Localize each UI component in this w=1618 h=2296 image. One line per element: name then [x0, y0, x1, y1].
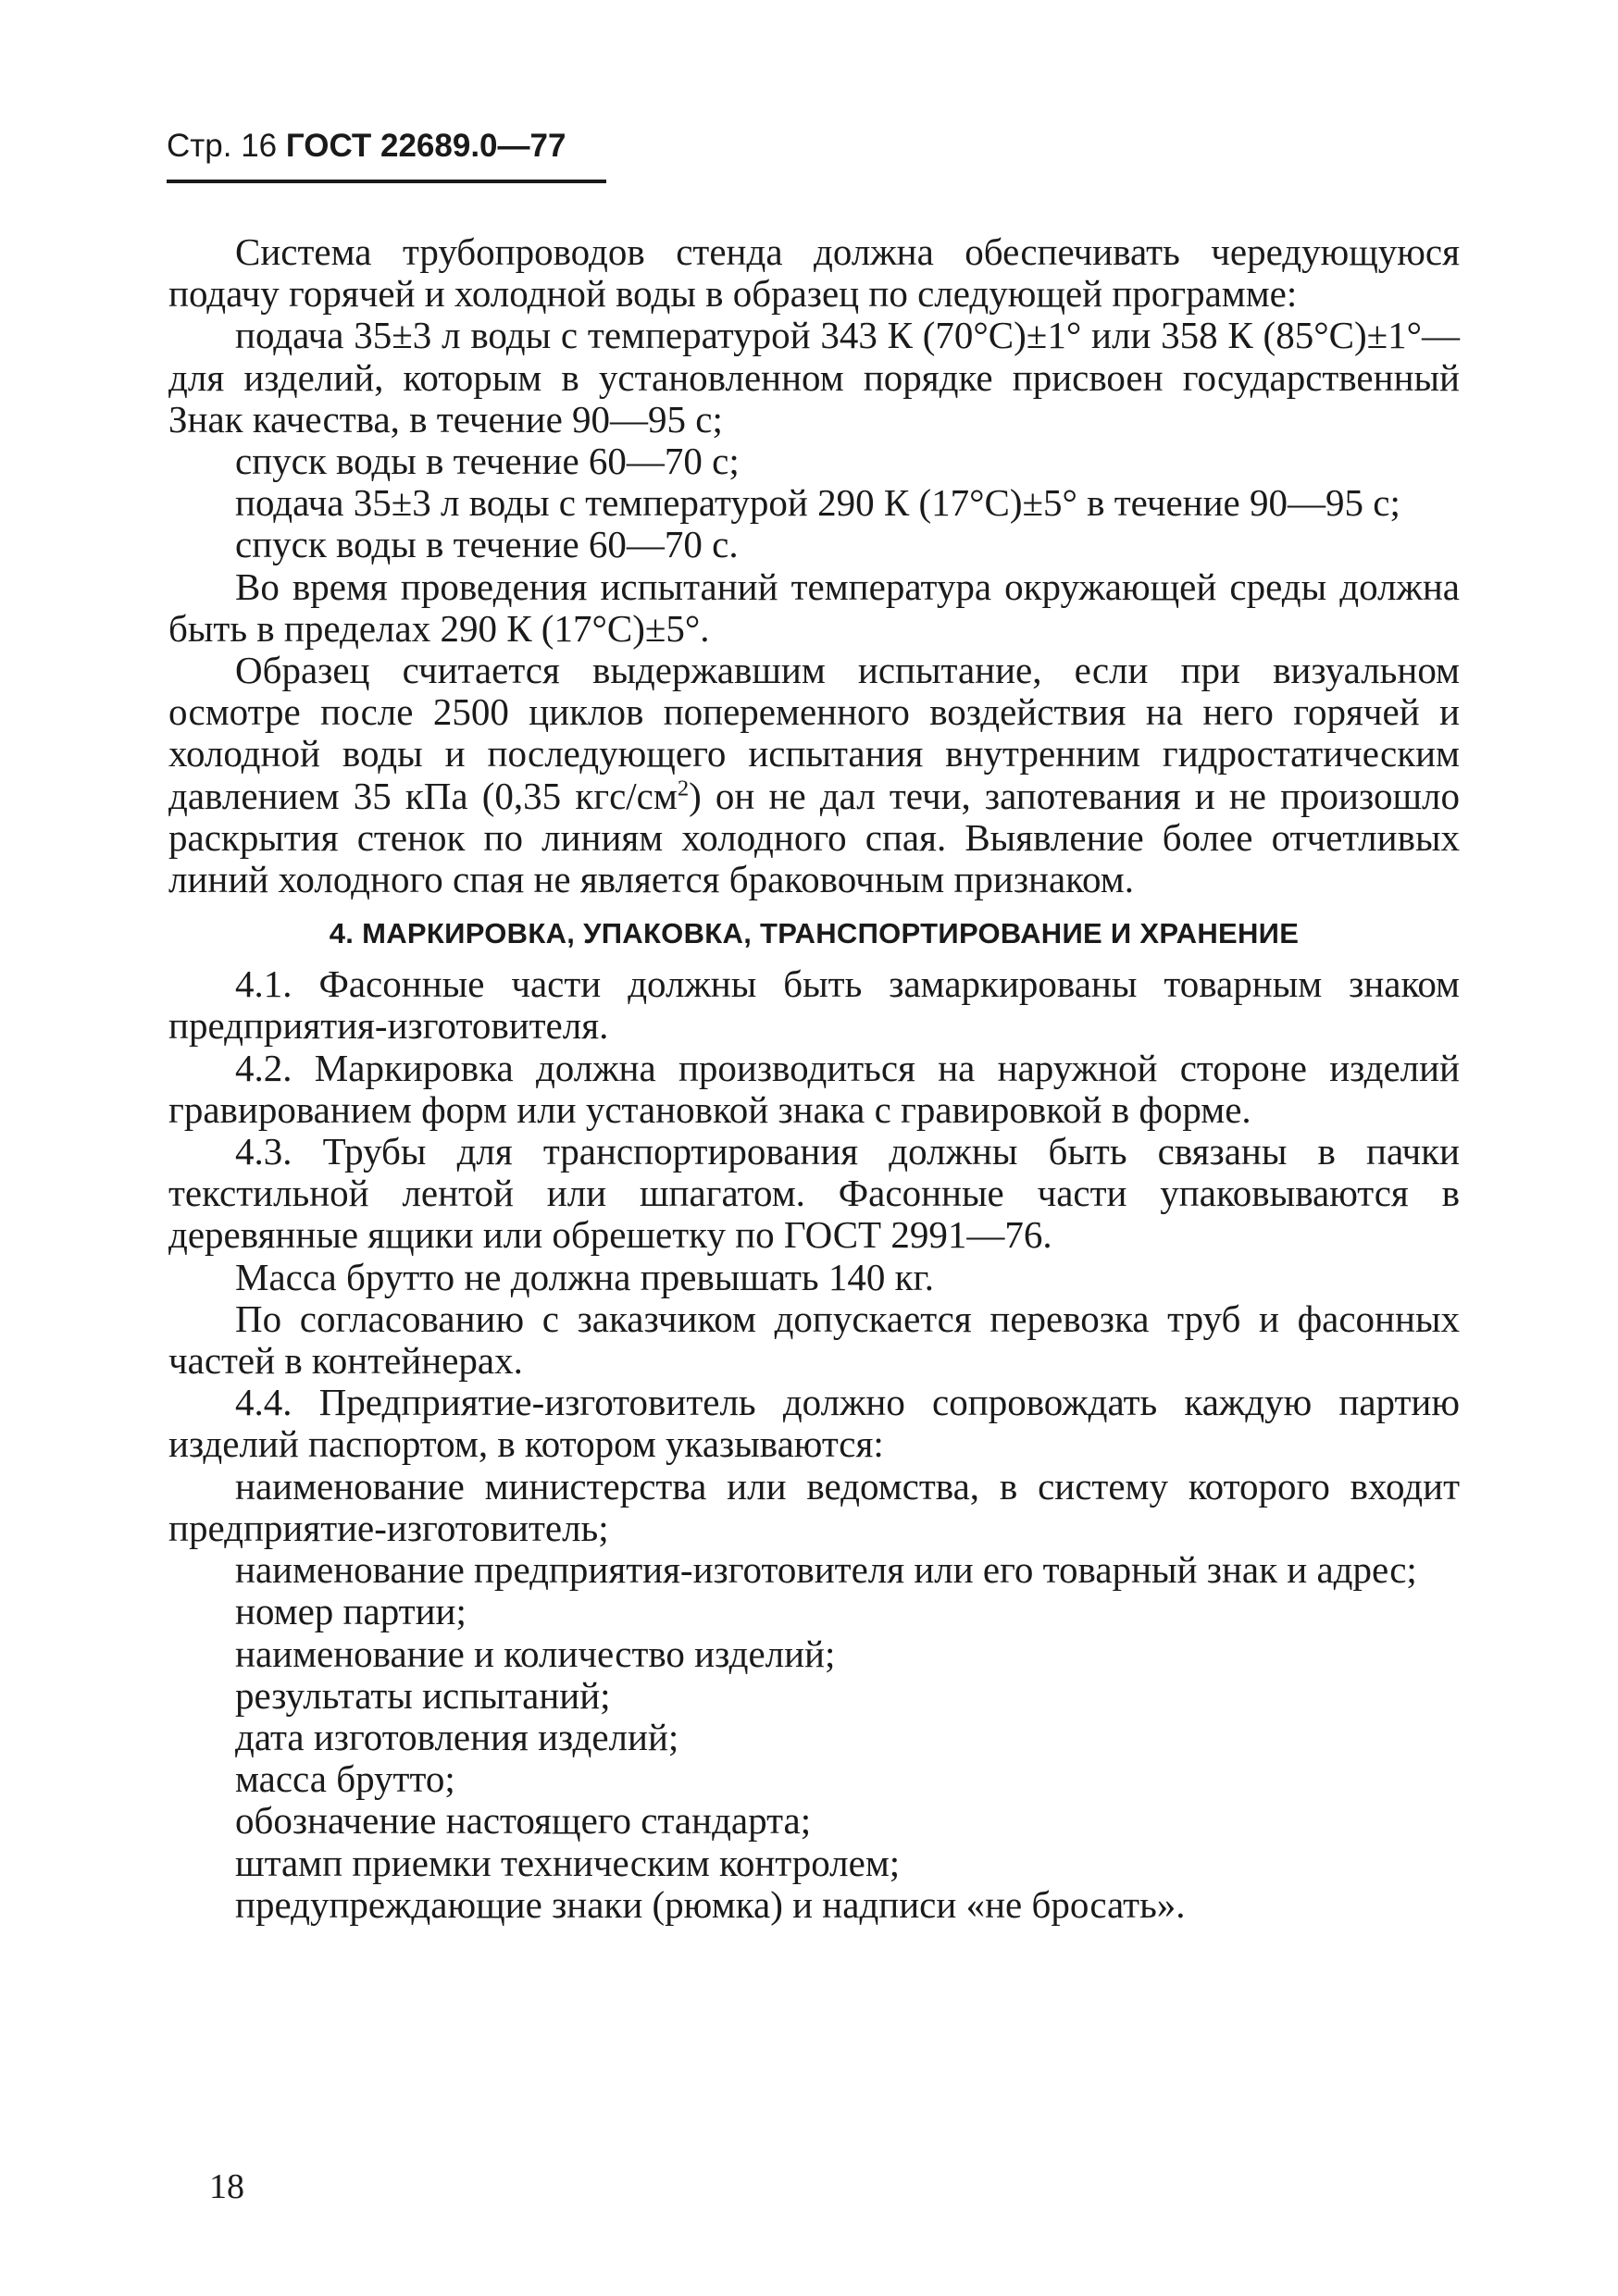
list-item: наименование и количество изделий;	[235, 1632, 836, 1675]
list-item: результаты испытаний;	[235, 1673, 611, 1717]
superscript: 2	[677, 775, 690, 800]
document-body	[168, 231, 1460, 1926]
paragraph: 4.3. Трубы для транспортирования должны быть связаны в пачки текстильной лентой или шпагатом. Фасонные части упаковываются в деревянные ящики или обрешетку по ГОСТ 2991—76.	[168, 1130, 1460, 1257]
list-item: наименование министерства или ведомства, в систему которого входит предприятие-изготовитель;	[168, 1464, 1460, 1549]
paragraph: 4.4. Предприятие-изготовитель должно сопровождать каждую партию изделий паспортом, в котором указываются:	[168, 1381, 1460, 1466]
list-item: предупреждающие знаки (рюмка) и надписи «не бросать».	[235, 1882, 1186, 1926]
paragraph: Масса брутто не должна превышать 140 кг.	[235, 1255, 934, 1298]
paragraph: Система трубопроводов стенда должна обеспечивать чередующуюся подачу горячей и холодной воды в образец по следующей программе:	[168, 230, 1460, 316]
list-item: штамп приемки техническим контролем;	[235, 1841, 901, 1884]
page-number: 18	[209, 2167, 244, 2206]
page-header	[167, 128, 566, 165]
paragraph: подача 35±3 л воды с температурой 343 К (70°С)±1° или 358 К (85°С)±1°— для изделий, которым в установленном порядке присвоен государственный Знак качества, в течение 90—95 с;	[168, 314, 1460, 441]
list-item: дата изготовления изделий;	[235, 1715, 679, 1758]
paragraph: По согласованию с заказчиком допускается перевозка труб и фасонных частей в контейнерах.	[168, 1297, 1460, 1383]
header-page-label: Стр. 16	[167, 128, 278, 164]
paragraph-sample-criteria	[168, 650, 1460, 900]
section-heading: 4. МАРКИРОВКА, УПАКОВКА, ТРАНСПОРТИРОВАНИЕ И ХРАНЕНИЕ	[329, 917, 1300, 950]
paragraph: спуск воды в течение 60—70 с.	[235, 523, 739, 566]
paragraph-text: Образец считается выдержавшим испытание, если при визуальном осмотре после 2500 циклов попеременного воздействия на него горячей и холодной воды и последующего испытания внутренним гидростатическим давлением 35 кПа (0,35 кгс/см	[168, 649, 1460, 817]
list-item: масса брутто;	[235, 1757, 455, 1801]
paragraph: подача 35±3 л воды с температурой 290 К (17°С)±5° в течение 90—95 с;	[235, 481, 1400, 525]
paragraph: спуск воды в течение 60—70 с;	[235, 440, 740, 483]
list-item: номер партии;	[235, 1590, 467, 1633]
paragraph-text: ) он не дал течи, запотевания и не произошло раскрытия стенок по линиям холодного спая. Выявление более отчетливых линий холодного спая не является браковочным признаком.	[168, 774, 1460, 901]
paragraph: 4.2. Маркировка должна производиться на наружной стороне изделий гравированием форм или установкой знака с гравировкой в форме.	[168, 1046, 1460, 1131]
paragraph: 4.1. Фасонные части должны быть замаркированы товарным знаком предприятия-изготовителя.	[168, 962, 1460, 1048]
list-item: наименование предприятия-изготовителя или его товарный знак и адрес;	[235, 1548, 1417, 1592]
paragraph: Во время проведения испытаний температура окружающей среды должна быть в пределах 290 К (17°С)±5°.	[168, 565, 1460, 650]
list-item: обозначение настоящего стандарта;	[235, 1799, 812, 1843]
header-standard: ГОСТ 22689.0—77	[285, 128, 566, 164]
header-rule	[167, 180, 606, 183]
